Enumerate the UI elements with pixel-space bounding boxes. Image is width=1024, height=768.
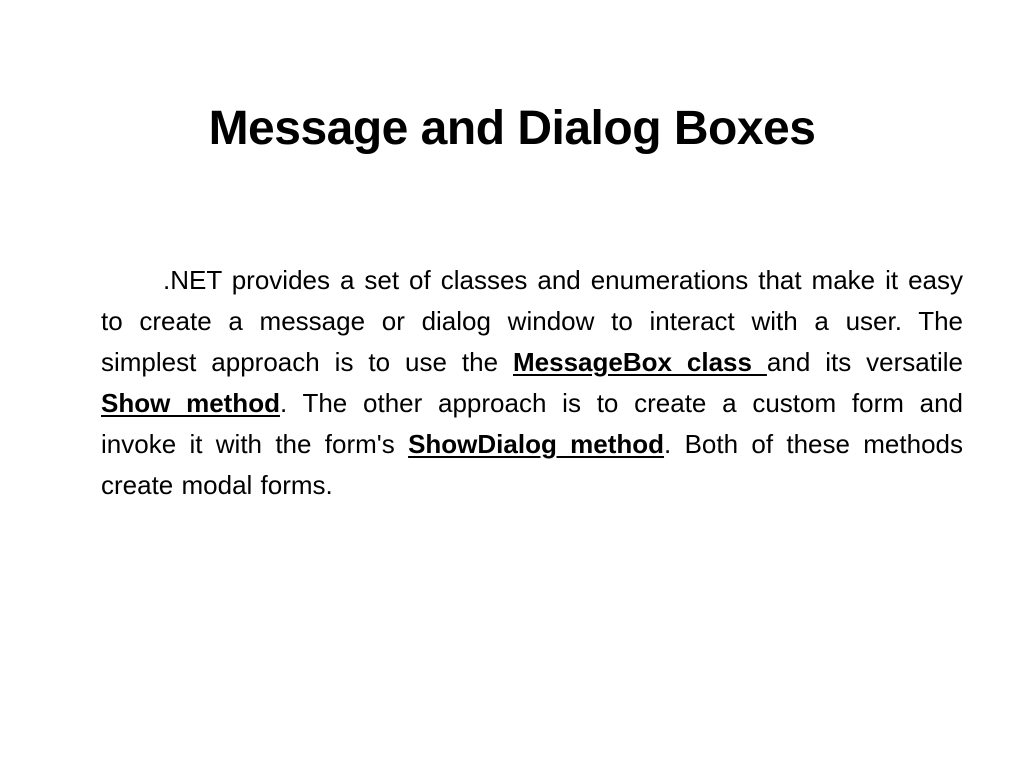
slide-title: Message and Dialog Boxes — [208, 102, 816, 156]
body-text-segment: . The other approach is to create a custom form and invoke it with the form's — [101, 388, 964, 459]
messagebox-class-link: MessageBox class — [512, 347, 767, 377]
body-text-segment: . Both of these methods create modal forms. — [101, 429, 963, 500]
body-text-segment: .NET provides a set of classes and enumerations that make it easy to create a message or dialog window to interact with a user. The simplest approach is to use the — [101, 265, 963, 377]
body-text-segment: and its versatile — [766, 347, 963, 377]
slide-body-paragraph — [101, 260, 963, 506]
showdialog-method-link: ShowDialog method — [408, 429, 665, 459]
show-method-link: Show method — [101, 388, 280, 418]
